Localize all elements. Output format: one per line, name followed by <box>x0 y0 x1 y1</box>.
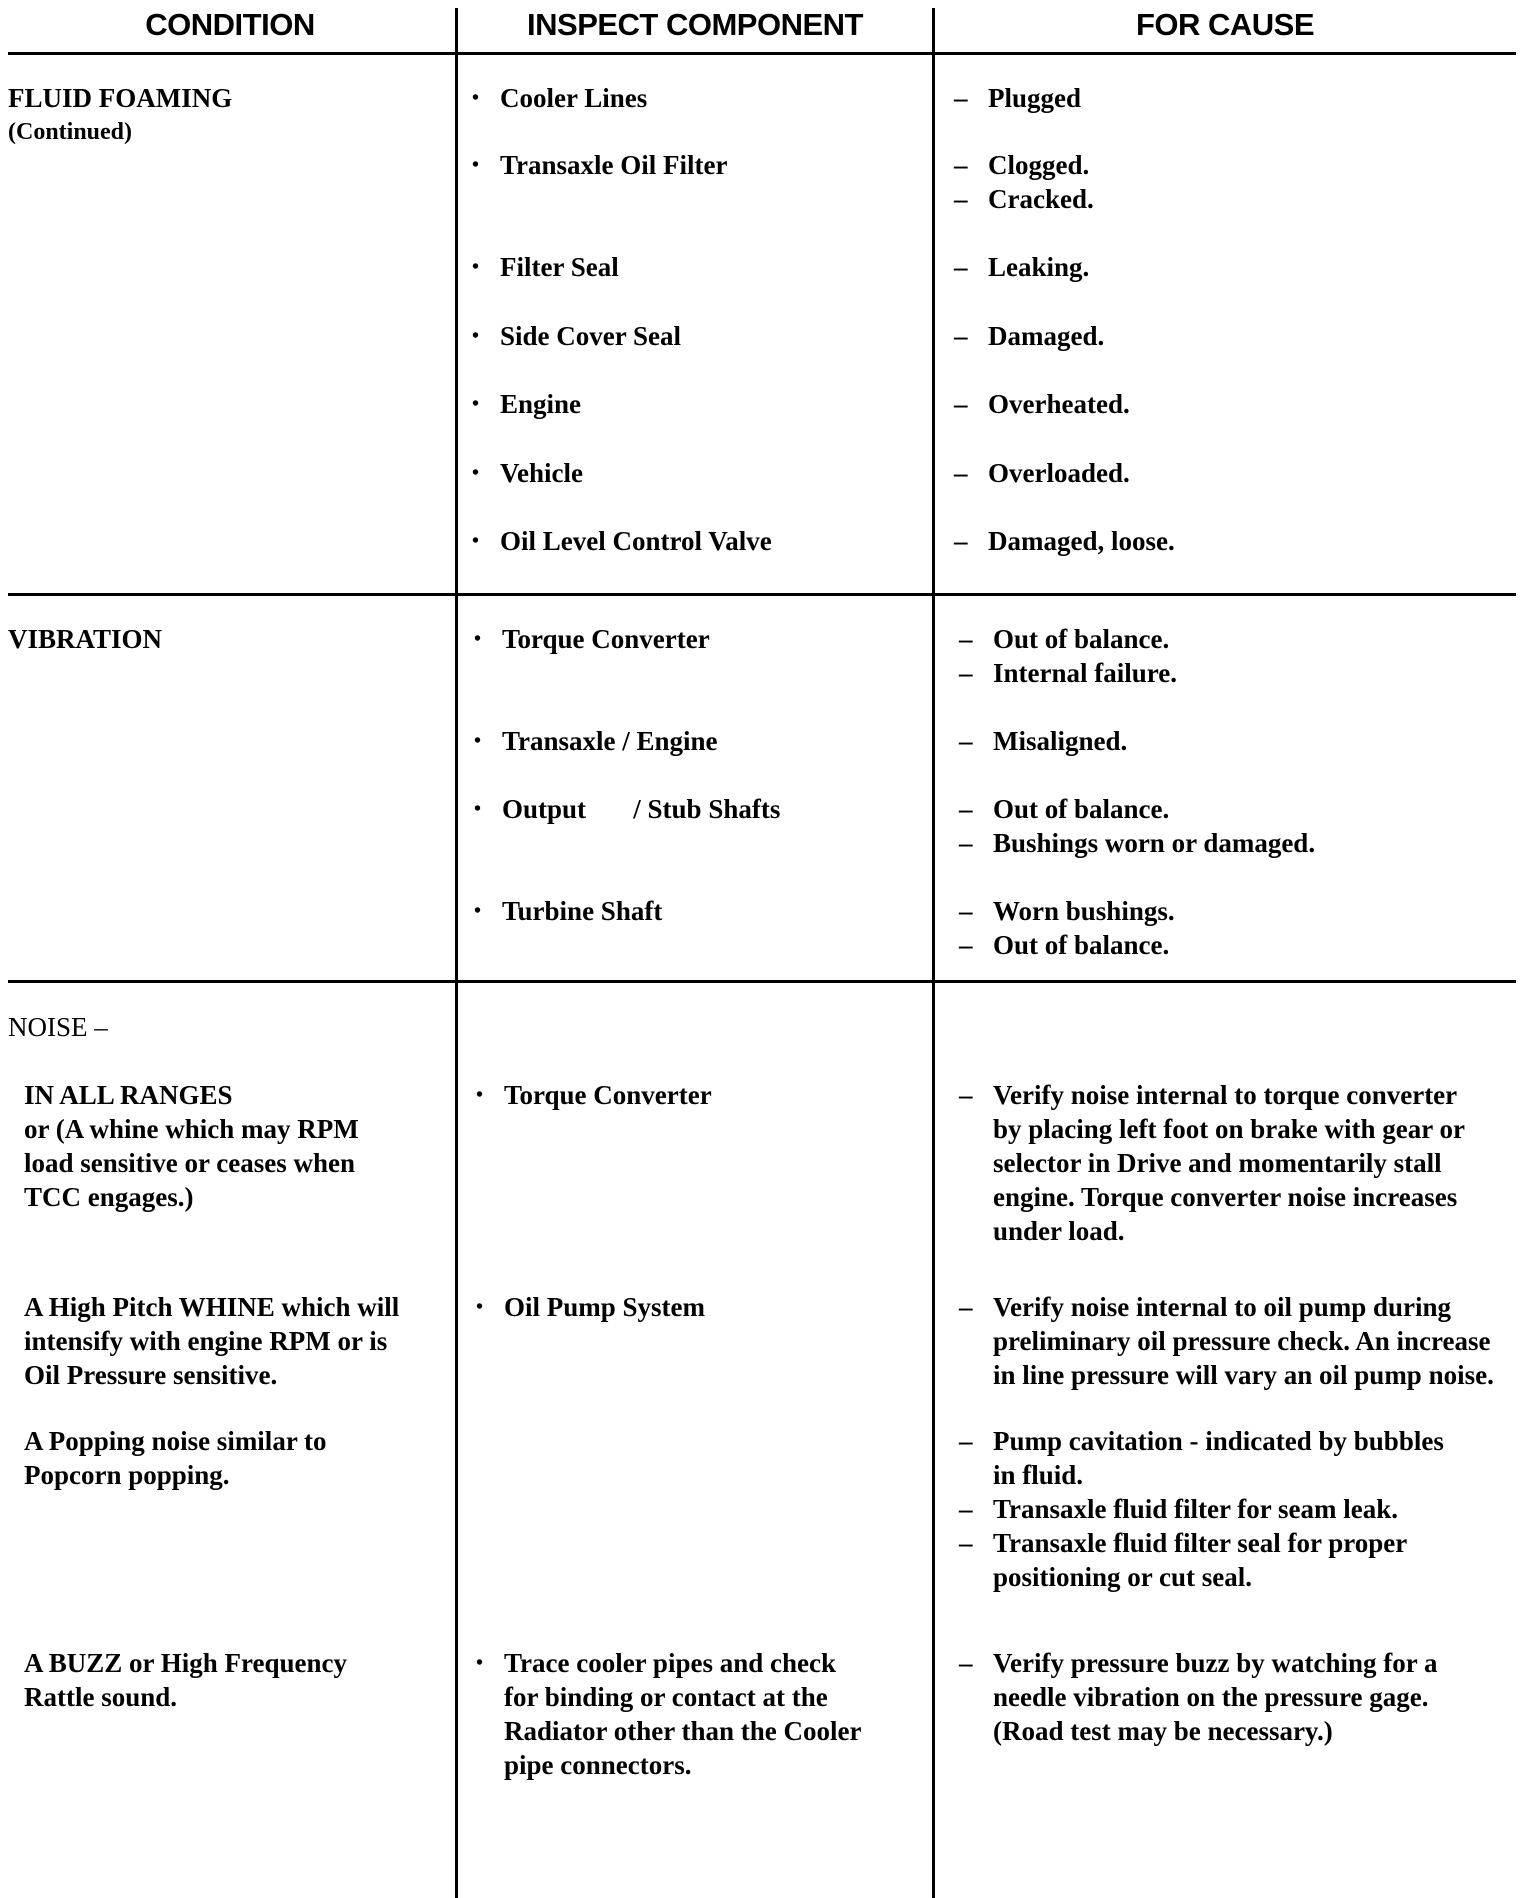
component-engine: • Engine <box>500 387 581 421</box>
cause-out-of-balance: – Out of balance. <box>993 928 1169 962</box>
cause-out-of-balance: – Out of balance. <box>993 792 1169 826</box>
cause-cracked: – Cracked. <box>988 182 1094 216</box>
component-torque-converter: • Torque Converter <box>502 622 710 656</box>
condition-fluid-foaming: FLUID FOAMING <box>8 83 233 113</box>
component-cooler-lines: • Cooler Lines <box>500 81 647 115</box>
cause-popping-items: – Pump cavitation - indicated by bubbles in fluid. – Transaxle fluid filter for seam leak. – Transaxle fluid filter seal for proper positioning or cut seal. <box>993 1424 1444 1594</box>
component-side-cover-seal: • Side Cover Seal <box>500 319 681 353</box>
cause-leaking: – Leaking. <box>988 250 1089 284</box>
component-transaxle-oil-filter: • Transaxle Oil Filter <box>500 148 727 182</box>
header-rule <box>8 52 1516 55</box>
condition-continued: (Continued) <box>8 119 133 145</box>
component-oil-pump-system: • Oil Pump System <box>504 1290 705 1324</box>
component-transaxle-engine: • Transaxle / Engine <box>502 724 718 758</box>
cause-worn-bushings: – Worn bushings. <box>993 894 1175 928</box>
component-torque-converter: • Torque Converter <box>504 1078 712 1112</box>
section-rule-noise <box>8 980 1516 983</box>
cause-overheated: – Overheated. <box>988 387 1130 421</box>
component-oil-level-control-valve: • Oil Level Control Valve <box>500 524 772 558</box>
header-condition: CONDITION <box>145 7 315 42</box>
cause-damaged: – Damaged. <box>988 319 1104 353</box>
cause-overloaded: – Overloaded. <box>988 456 1130 490</box>
cause-verify-pressure-buzz: – Verify pressure buzz by watching for a needle vibration on the pressure gage. (Road test may be necessary.) <box>993 1646 1438 1748</box>
cause-clogged: – Clogged. <box>988 148 1089 182</box>
column-divider-right <box>932 8 935 1898</box>
cause-verify-oil-pump-noise: – Verify noise internal to oil pump during preliminary oil pressure check. An increase in line pressure will vary an oil pump noise. <box>993 1290 1494 1392</box>
column-divider-left <box>455 8 458 1898</box>
cause-misaligned: – Misaligned. <box>993 724 1127 758</box>
cause-plugged: – Plugged <box>988 81 1081 115</box>
condition-popping-noise: A Popping noise similar to Popcorn popping. <box>24 1426 327 1490</box>
component-vehicle: • Vehicle <box>500 456 583 490</box>
condition-vibration: VIBRATION <box>8 624 163 654</box>
condition-buzz: A BUZZ or High Frequency Rattle sound. <box>24 1648 348 1712</box>
cause-verify-torque-converter-noise: – Verify noise internal to torque converter by placing left foot on brake with gear or selector in Drive and momentarily stall engine. Torque converter noise increases under load. <box>993 1078 1465 1248</box>
cause-bushings-worn: – Bushings worn or damaged. <box>993 826 1315 860</box>
condition-noise: NOISE – <box>8 1012 108 1042</box>
header-for-cause: FOR CAUSE <box>1135 7 1315 42</box>
cause-internal-failure: – Internal failure. <box>993 656 1177 690</box>
condition-high-pitch-whine: A High Pitch WHINE which will intensify with engine RPM or is Oil Pressure sensitive. <box>24 1292 400 1390</box>
cause-out-of-balance: – Out of balance. <box>993 622 1169 656</box>
component-filter-seal: • Filter Seal <box>500 250 619 284</box>
component-turbine-shaft: • Turbine Shaft <box>502 894 662 928</box>
component-trace-cooler-pipes: • Trace cooler pipes and check for binding or contact at the Radiator other than the Cooler pipe connectors. <box>504 1646 861 1782</box>
cause-damaged-loose: – Damaged, loose. <box>988 524 1175 558</box>
header-inspect-component: INSPECT COMPONENT <box>527 7 863 42</box>
section-rule-vibration <box>8 593 1516 596</box>
condition-in-all-ranges: IN ALL RANGES or (A whine which may RPM load sensitive or ceases when TCC engages.) <box>24 1080 359 1212</box>
component-output-stub-shafts: • Output / Stub Shafts <box>502 792 780 826</box>
